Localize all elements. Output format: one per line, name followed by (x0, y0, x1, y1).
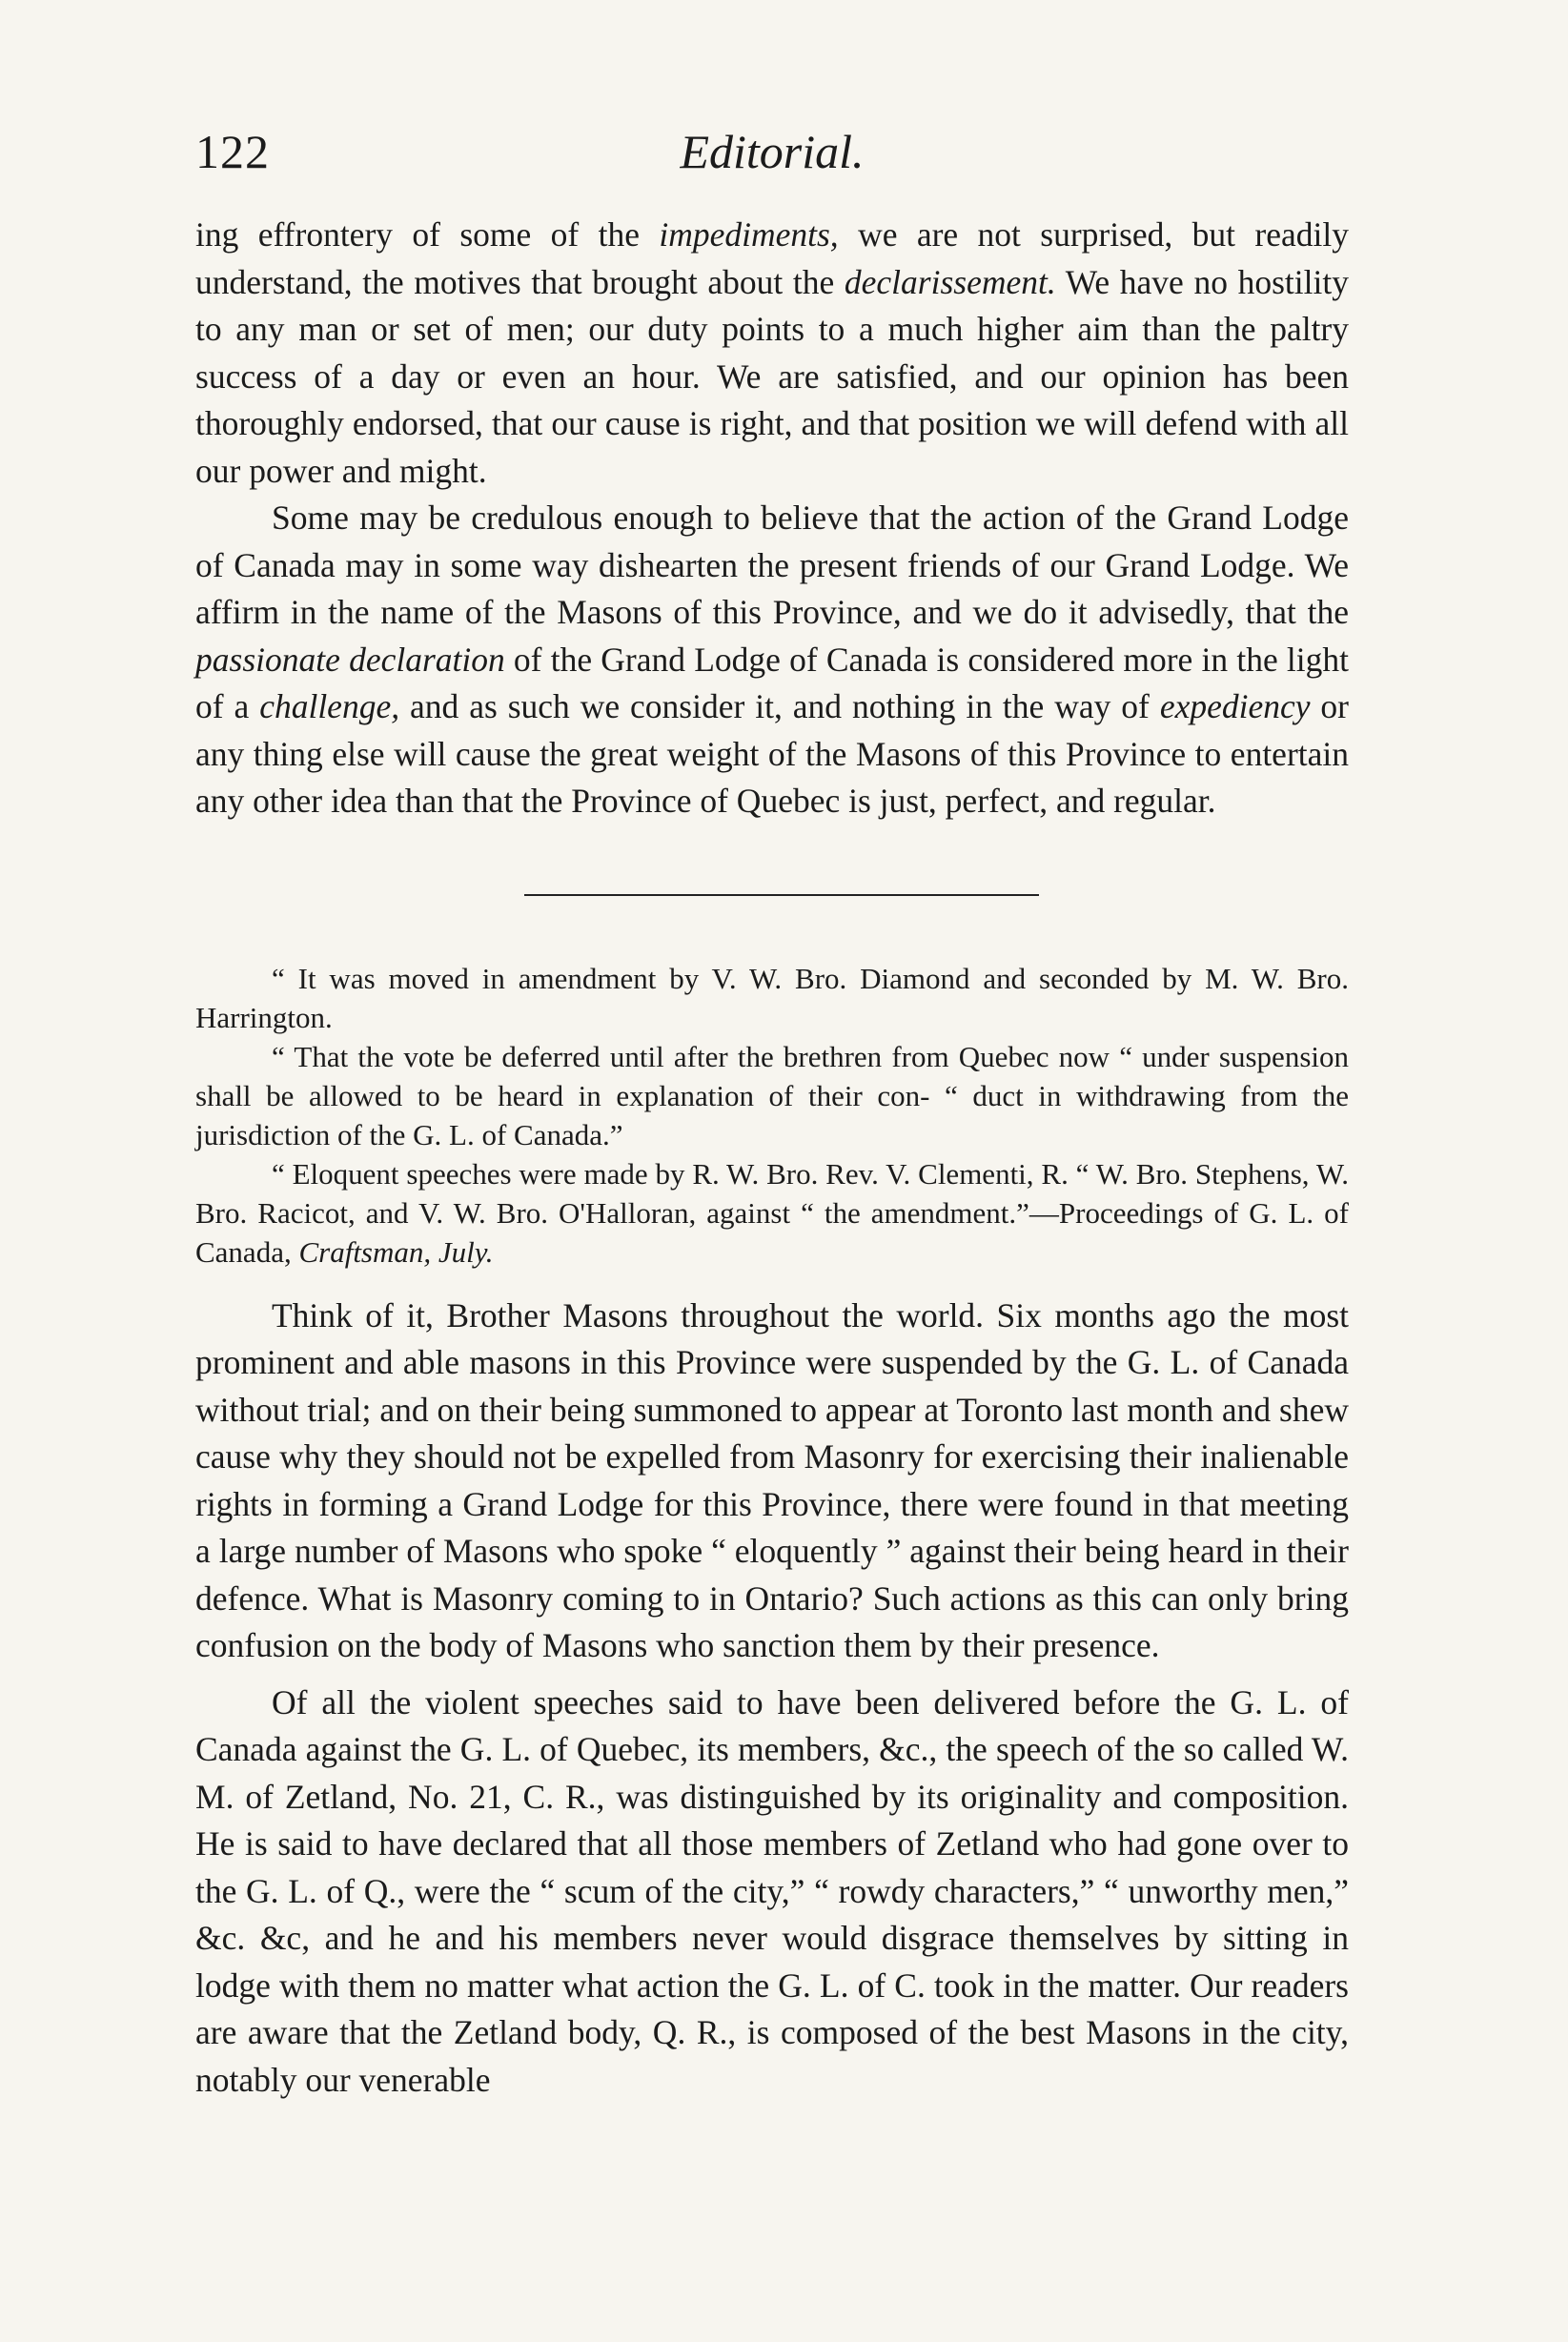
text-run: We have no hostility to any man or set of men; our duty points to a much higher aim than the paltry success of a day or even an hour. We are satisfied, and our opinion has been thoroughly endorsed, that our cause is right, and that position we will defend with all our power and might. (195, 262, 1349, 490)
text-run: Some may be credulous enough to believe that the action of the Grand Lodge of Canada may in some way dishearten the present friends of our Grand Lodge. We affirm in the name of the Masons of this Province, and we do it advisedly, that the (195, 499, 1349, 631)
section-divider (524, 894, 1039, 896)
text-run: “ That the vote be deferred until after the brethren from Quebec now “ under suspension shall be allowed to be heard in explanation of their con- “ duct in withdrawing from the jurisdiction of the G. L. of Canada.” (195, 1039, 1349, 1151)
page-body (195, 212, 1349, 2113)
text-run: “ It was moved in amendment by V. W. Bro. Diamond and seconded by M. W. Bro. Harrington. (195, 961, 1349, 1034)
italic-phrase: challenge, (259, 687, 400, 725)
italic-phrase: passionate declaration (195, 640, 505, 679)
paragraph-4 (195, 1680, 1349, 2105)
page-header (195, 124, 1349, 200)
italic-phrase: expediency (1159, 687, 1311, 725)
quote-line-1 (195, 959, 1349, 1037)
page-number: 122 (195, 125, 270, 178)
paragraph-2 (195, 495, 1349, 825)
text-run: Of all the violent speeches said to have been delivered before the G. L. of Canada against the G. L. of Quebec, its members, &c., the speech of the so called W. M. of Zetland, No. 21, C. R., was distinguished by its originality and composition. He is said to have declared that all those members of Zetland who had gone over to the G. L. of Q., were the “ scum of the city,” “ rowdy characters,” “ unworthy men,” &c. &c, and he and his members never would disgrace themselves by sitting in lodge with them no matter what action the G. L. of C. took in the matter. Our readers are aware that the Zetland body, Q. R., is composed of the best Masons in the city, notably our venerable (195, 1682, 1349, 2099)
paragraph-3 (195, 1293, 1349, 1670)
text-run: ing effrontery of some of the (195, 215, 660, 254)
text-run: “ Eloquent speeches were made by R. W. Bro. Rev. V. Clementi, R. “ W. Bro. Stephens, W. Bro. Racicot, and V. W. Bro. O'Halloran, against “ the amendment.”—Proceedings of G. L. of Canada, (195, 1156, 1349, 1269)
italic-phrase: Craftsman, July. (298, 1234, 494, 1269)
quote-line-2 (195, 1037, 1349, 1154)
quoted-proceedings (195, 959, 1349, 1272)
quote-line-3 (195, 1154, 1349, 1272)
text-run: and as such we consider it, and nothing in the way of (399, 687, 1160, 725)
italic-phrase: impediments, (659, 215, 839, 254)
text-run: Think of it, Brother Masons throughout the world. Six months ago the most prominent and able masons in this Province were suspended by the G. L. of Canada without trial; and on their being summoned to appear at Toronto last month and shew cause why they should not be expelled from Masonry for exercising their inalienable rights in forming a Grand Lodge for this Province, there were found in that meeting a large number of Masons who spoke “ eloquently ” against their being heard in their defence. What is Masonry coming to in Ontario? Such actions as this can only bring confusion on the body of Masons who sanction them by their presence. (195, 1295, 1349, 1664)
paragraph-1 (195, 212, 1349, 495)
text-run: we are not surprised, but readily understand, the motives that brought about the (195, 215, 1349, 301)
italic-phrase: declarissement. (844, 262, 1056, 301)
text-run: or any thing else will cause the great weight of the Masons of this Province to entertain any other idea than that the Province of Quebec is just, perfect, and regular. (195, 687, 1349, 820)
continuation (195, 1293, 1349, 2105)
text-run: of the Grand Lodge of Canada is considered more in the light of a (195, 640, 1349, 725)
running-head: Editorial. (680, 125, 865, 178)
